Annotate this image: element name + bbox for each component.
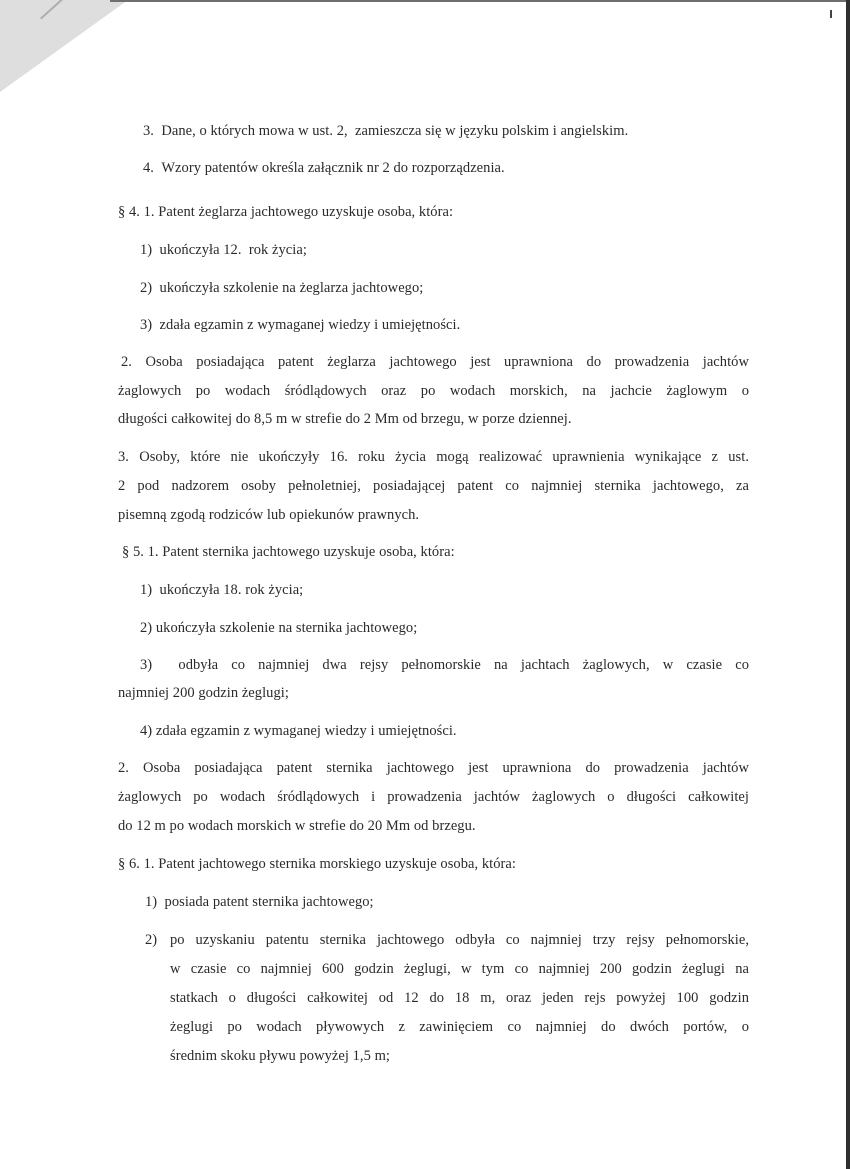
section-5-heading: § 5. 1. Patent sternika jachtowego uzyskuje osoba, która: bbox=[122, 544, 455, 560]
section-5-point-1: 1) ukończyła 18. rok życia; bbox=[140, 582, 304, 598]
scan-top-edge bbox=[110, 0, 850, 2]
paragraph-3-item-3: 3. Dane, o których mowa w ust. 2, zamieszcza się w języku polskim i angielskim. bbox=[143, 123, 629, 139]
section-5-point-2: 2) ukończyła szkolenie na sternika jachtowego; bbox=[140, 620, 418, 636]
section-5-par-2-line-3: do 12 m po wodach morskich w strefie do 20 Mm od brzegu. bbox=[118, 818, 476, 834]
section-4-heading: § 4. 1. Patent żeglarza jachtowego uzyskuje osoba, która: bbox=[118, 204, 454, 220]
section-5-point-3-line-1: 3) odbyła co najmniej dwa rejsy pełnomorskie na jachtach żaglowych, w czasie co bbox=[140, 657, 749, 673]
section-4-point-3: 3) zdała egzamin z wymaganej wiedzy i umiejętności. bbox=[140, 317, 461, 333]
section-6-point-2-line-5: średnim skoku pływu powyżej 1,5 m; bbox=[170, 1048, 390, 1064]
section-6-heading: § 6. 1. Patent jachtowego sternika morskiego uzyskuje osoba, która: bbox=[118, 856, 516, 872]
section-6-point-2-line-3: statkach o długości całkowitej od 12 do 18 m, oraz jeden rejs powyżej 100 godzin bbox=[170, 990, 749, 1006]
section-4-par-3-line-2: 2 pod nadzorem osoby pełnoletniej, posiadającej patent co najmniej sternika jachtowego, za bbox=[118, 478, 749, 494]
paragraph-3-item-4: 4. Wzory patentów określa załącznik nr 2 do rozporządzenia. bbox=[143, 160, 505, 176]
section-6-point-2-number: 2) bbox=[145, 932, 158, 948]
scan-right-edge bbox=[846, 0, 850, 1169]
section-6-point-2-line-2: w czasie co najmniej 600 godzin żeglugi, w tym co najmniej 200 godzin żeglugi na bbox=[170, 961, 749, 977]
section-4-par-2-line-1: 2. Osoba posiadająca patent żeglarza jachtowego jest uprawniona do prowadzenia jachtów bbox=[121, 354, 749, 370]
folded-corner bbox=[0, 0, 128, 92]
section-4-par-3-line-3: pisemną zgodą rodziców lub opiekunów prawnych. bbox=[118, 507, 420, 523]
section-4-par-2-line-3: długości całkowitej do 8,5 m w strefie do 2 Mm od brzegu, w porze dziennej. bbox=[118, 411, 572, 427]
section-6-point-2-line-4: żeglugi po wodach pływowych z zawinięciem co najmniej do dwóch portów, o bbox=[170, 1019, 749, 1035]
section-5-point-4: 4) zdała egzamin z wymaganej wiedzy i umiejętności. bbox=[140, 723, 457, 739]
section-5-point-3-line-2: najmniej 200 godzin żeglugi; bbox=[118, 685, 289, 701]
section-4-par-3-line-1: 3. Osoby, które nie ukończyły 16. roku życia mogą realizować uprawnienia wynikające z ust. bbox=[118, 449, 749, 465]
section-4-point-1: 1) ukończyła 12. rok życia; bbox=[140, 242, 307, 258]
scan-mark bbox=[830, 10, 832, 18]
section-4-par-2-line-2: żaglowych po wodach śródlądowych oraz po wodach morskich, na jachcie żaglowym o bbox=[118, 383, 749, 399]
section-4-point-2: 2) ukończyła szkolenie na żeglarza jachtowego; bbox=[140, 280, 424, 296]
section-5-par-2-line-1: 2. Osoba posiadająca patent sternika jachtowego jest uprawniona do prowadzenia jachtów bbox=[118, 760, 749, 776]
section-5-par-2-line-2: żaglowych po wodach śródlądowych i prowadzenia jachtów żaglowych o długości całkowitej bbox=[118, 789, 749, 805]
section-6-point-2-line-1: po uzyskaniu patentu sternika jachtowego odbyła co najmniej trzy rejsy pełnomorskie, bbox=[170, 932, 749, 948]
section-6-point-1: 1) posiada patent sternika jachtowego; bbox=[145, 894, 374, 910]
